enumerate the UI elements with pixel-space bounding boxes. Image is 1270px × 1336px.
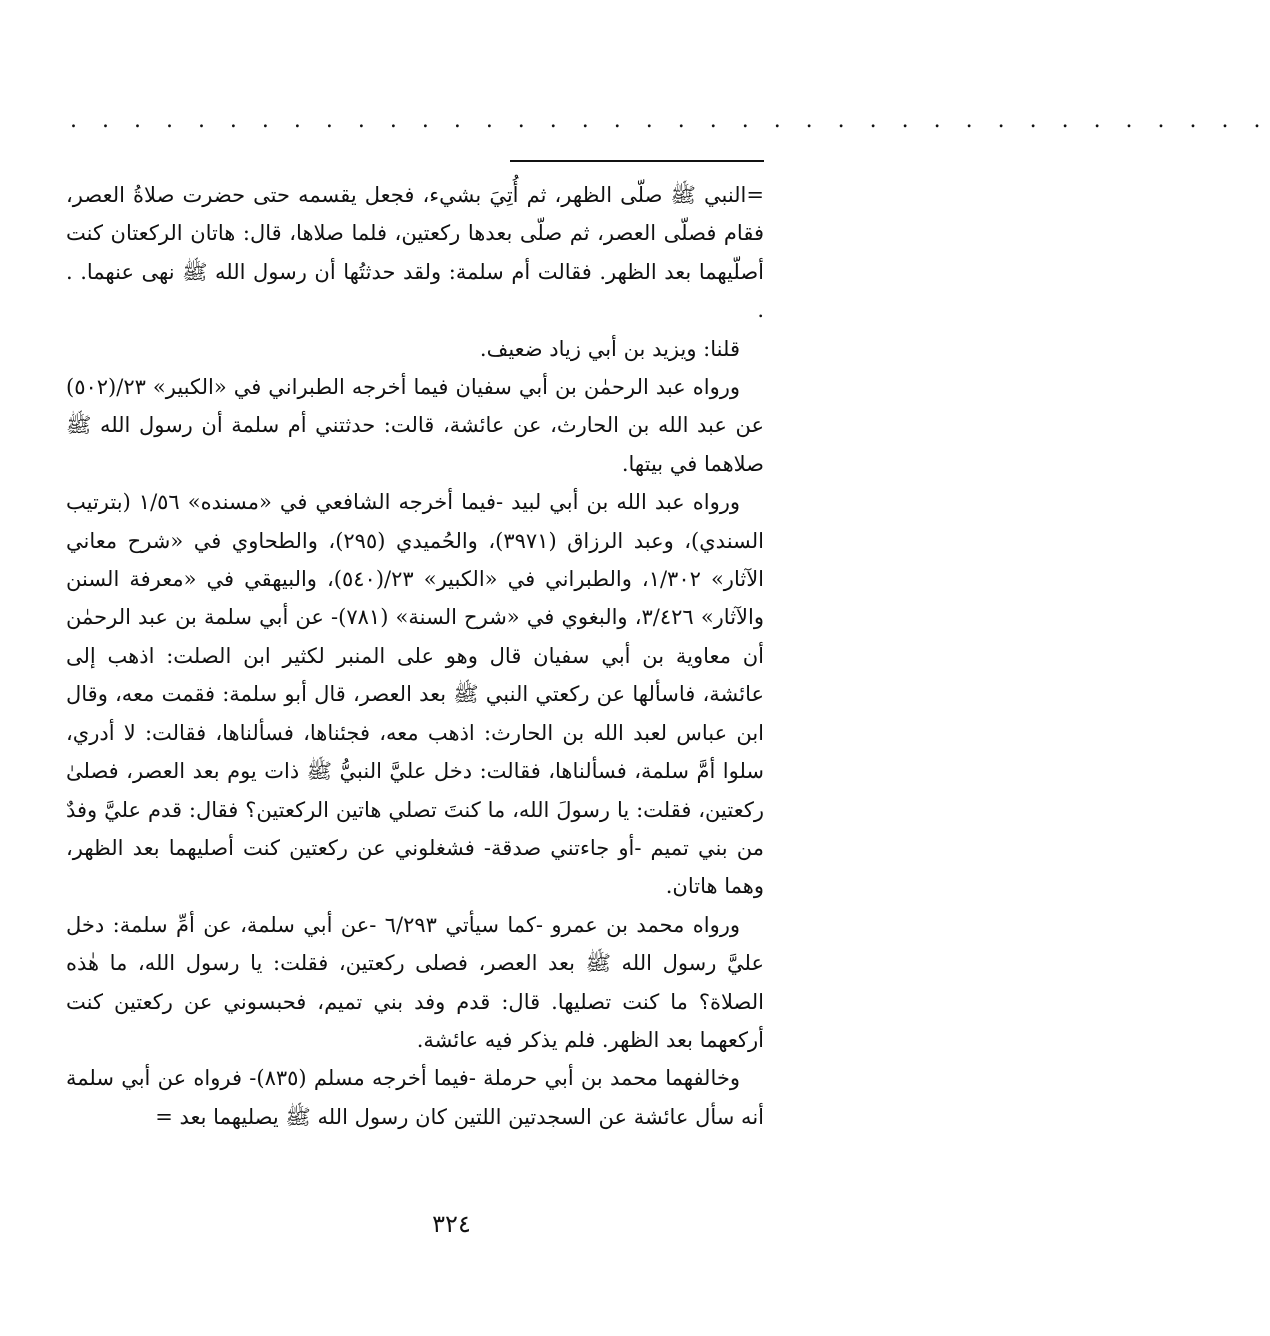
footnote-paragraph: ورواه عبد الرحمٰن بن أبي سفيان فيما أخرجه الطبراني في «الكبير» ٢٣/(٥٠٢) عن عبد الله بن الحارث، عن عائشة، قالت: حدثتني أم سلمة أن رسول الله ﷺ صلاهما في بيتها. — [66, 375, 764, 476]
footnote-paragraph: وخالفهما محمد بن أبي حرملة -فيما أخرجه مسلم (٨٣٥)- فرواه عن أبي سلمة أنه سأل عائشة عن السجدتين اللتين كان رسول الله ﷺ يصليهما بعد = — [66, 1066, 764, 1129]
footnote-paragraph: قلنا: ويزيد بن أبي زياد ضعيف. — [479, 336, 740, 361]
header-dot-leader: . . . . . . . . . . . . . . . . . . . . . . . . . . . . . . . . . . . . . . — [70, 108, 1270, 133]
footnote-paragraph: =النبي ﷺ صلّى الظهر، ثم أُتِيَ بشيء، فجعل يقسمه حتى حضرت صلاةُ العصر، فقام فصلّى العصر، ثم صلّى بعدها ركعتين، فلما صلاها، قال: هاتان الركعتان كنت أصلّيهما بعد الظهر. فقالت أم سلمة: ولقد حدثتُها أن رسول الله ﷺ نهى عنهما. . . — [66, 183, 764, 323]
page-number: ٣٢٤ — [432, 1210, 471, 1238]
footnote-text-block — [66, 176, 764, 1136]
footnote-paragraph: ورواه محمد بن عمرو -كما سيأتي ٦/٢٩٣ -عن أبي سلمة، عن أمِّ سلمة: دخل عليَّ رسول الله ﷺ بعد العصر، فصلى ركعتين، فقلت: يا رسول الله، ما هٰذه الصلاة؟ ما كنت تصليها. قال: قدم وفد بني تميم، فحبسوني عن ركعتين كنت أركعهما بعد الظهر. فلم يذكر فيه عائشة. — [66, 912, 764, 1052]
footnote-separator-rule — [510, 160, 764, 162]
footnote-paragraph: ورواه عبد الله بن أبي لبيد -فيما أخرجه الشافعي في «مسنده» ١/٥٦ (بترتيب السندي)، وعبد الرزاق (٣٩٧١)، والحُميدي (٢٩٥)، والطحاوي في «شرح معاني الآثار» ١/٣٠٢، والطبراني في «الكبير» ٢٣/(٥٤٠)، والبيهقي في «معرفة السنن والآثار» ٣/٤٢٦، والبغوي في «شرح السنة» (٧٨١)- عن أبي سلمة بن عبد الرحمٰن أن معاوية بن أبي سفيان قال وهو على المنبر لكثير ابن الصلت: اذهب إلى عائشة، فاسألها عن ركعتي النبي ﷺ بعد العصر، قال أبو سلمة: فقمت معه، وقال ابن عباس لعبد الله بن الحارث: اذهب معه، فجئناها، فسألناها، فقالت: لا أدري، سلوا أمَّ سلمة، فسألناها، فقالت: دخل عليَّ النبيُّ ﷺ ذات يوم بعد العصر، فصلىٰ ركعتين، فقلت: يا رسولَ الله، ما كنتَ تصلي هاتين الركعتين؟ فقال: قدم عليَّ وفدٌ من بني تميم -أو جاءتني صدقة- فشغلوني عن ركعتين كنت أصليهما بعد الظهر، وهما هاتان. — [66, 490, 765, 899]
